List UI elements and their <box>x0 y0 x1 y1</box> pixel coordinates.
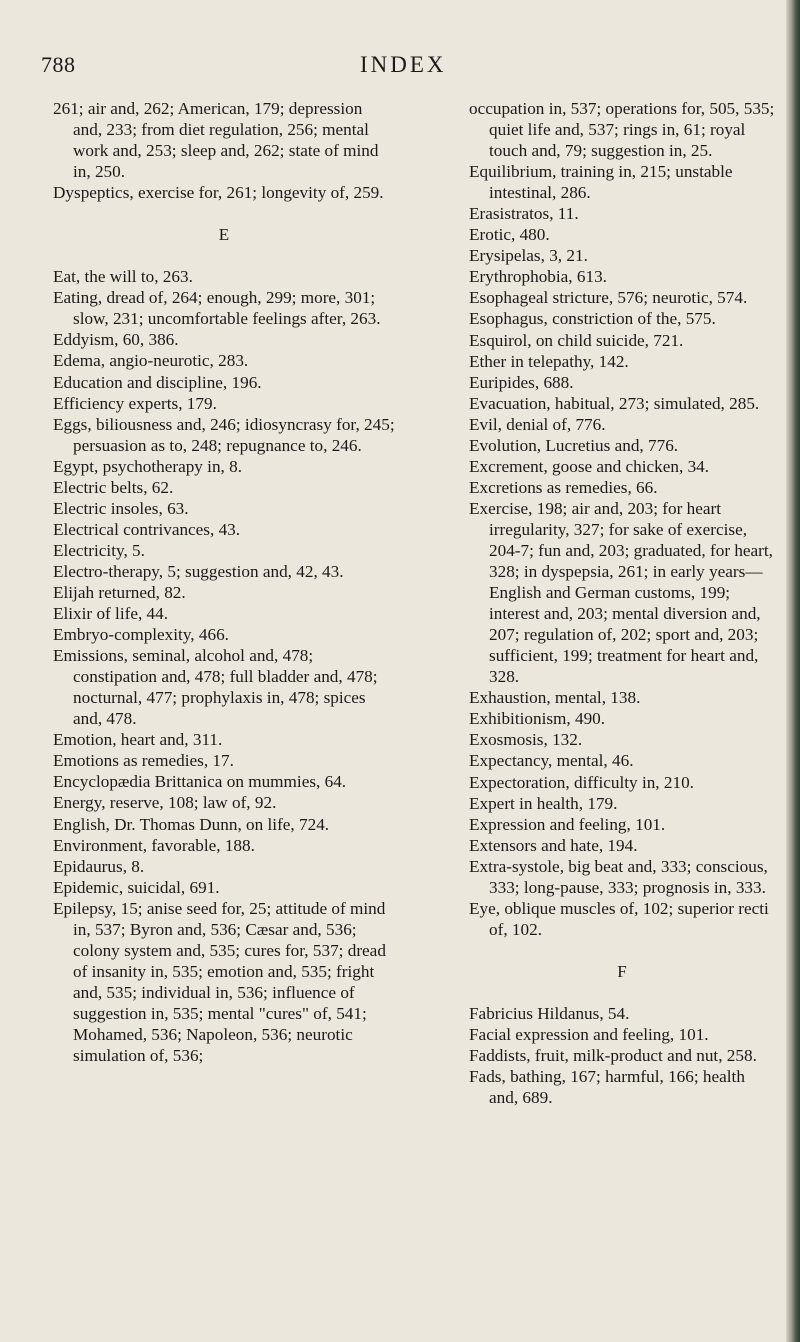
index-entry: Embryo-complexity, 466. <box>53 625 229 645</box>
running-title: INDEX <box>360 52 447 77</box>
index-entry: Esophagus, constriction of the, 575. <box>469 309 716 329</box>
index-entry: Eat, the will to, 263. <box>53 267 193 287</box>
index-entry: Exercise, 198; air and, 203; for heart irregularity, 327; for sake of exercise, 204-7; fun and, 203; graduated, for heart, 328; in dyspepsia, 261; in early years—English and German customs, 199; interest and, 203; mental diversion and, 207; regulation of, 202; sport and, 203; sufficient, 199; treatment for heart and, 328. <box>469 498 773 687</box>
index-column-right <box>469 98 775 1108</box>
index-entry: Eddyism, 60, 386. <box>53 330 179 350</box>
index-entry: Equilibrium, training in, 215; unstable intestinal, 286. <box>469 162 733 203</box>
index-entry: Egypt, psychotherapy in, 8. <box>53 456 243 476</box>
index-entry: Education and discipline, 196. <box>53 372 262 392</box>
index-entry: Esquirol, on child suicide, 721. <box>469 330 684 350</box>
index-entry: Extensors and hate, 194. <box>469 835 638 855</box>
index-entry: Exhibitionism, 490. <box>469 709 606 729</box>
index-entry: Fads, bathing, 167; harmful, 166; health and, 689. <box>469 1067 745 1108</box>
index-entry: Erotic, 480. <box>469 225 550 245</box>
page-header <box>0 52 786 92</box>
index-entry: Expert in health, 179. <box>469 793 618 813</box>
index-entry: Evil, denial of, 776. <box>469 414 606 434</box>
index-entry: Excretions as remedies, 66. <box>469 477 658 497</box>
index-entry: 261; air and, 262; American, 179; depression and, 233; from diet regulation, 256; mental work and, 253; sleep and, 262; state of mind in, 250. <box>53 99 379 182</box>
index-entry: Erythrophobia, 613. <box>469 267 607 287</box>
index-entry: Excrement, goose and chicken, 34. <box>469 456 710 476</box>
page-number: 788 <box>41 52 76 77</box>
index-entry: Faddists, fruit, milk-product and nut, 258. <box>469 1046 757 1066</box>
index-entry: Erysipelas, 3, 21. <box>469 246 588 266</box>
index-entry: Expression and feeling, 101. <box>469 814 666 834</box>
index-entry: Exosmosis, 132. <box>469 730 583 750</box>
index-entry: Electric belts, 62. <box>53 477 174 497</box>
index-entry: Facial expression and feeling, 101. <box>469 1024 709 1044</box>
index-entry: Expectoration, difficulty in, 210. <box>469 772 694 792</box>
entry-group-continued <box>53 98 395 203</box>
index-entry: Epidaurus, 8. <box>53 856 145 876</box>
index-entry: Epilepsy, 15; anise seed for, 25; attitude of mind in, 537; Byron and, 536; Cæsar and, 536; colony system and, 535; cures for, 537; dread of insanity in, 535; emotion and, 535; fright and, 535; individual in, 536; influence of suggestion in, 535; mental "cures" of, 541; Mohamed, 536; Napoleon, 536; neurotic simulation of, 536; <box>53 898 386 1066</box>
index-entry: Edema, angio-neurotic, 283. <box>53 351 249 371</box>
index-entry: Epidemic, suicidal, 691. <box>53 877 220 897</box>
index-entry: Eggs, biliousness and, 246; idiosyncrasy for, 245; persuasion as to, 248; repugnance to, 246. <box>53 414 395 455</box>
index-entry: Energy, reserve, 108; law of, 92. <box>53 793 277 813</box>
entry-group-e-continued <box>469 98 775 940</box>
index-entry: Eye, oblique muscles of, 102; superior recti of, 102. <box>469 898 769 939</box>
entry-group-f <box>469 1003 775 1108</box>
index-entry: Electrical contrivances, 43. <box>53 519 241 539</box>
index-entry: Elijah returned, 82. <box>53 582 186 602</box>
index-entry: Electric insoles, 63. <box>53 498 189 518</box>
page-edge <box>786 0 800 1342</box>
index-entry: Eating, dread of, 264; enough, 299; more, 301; slow, 231; uncomfortable feelings after, 263. <box>53 288 381 329</box>
index-entry: Emotion, heart and, 311. <box>53 730 223 750</box>
index-entry: Euripides, 688. <box>469 372 574 392</box>
index-entry: Environment, favorable, 188. <box>53 835 255 855</box>
index-entry: Emissions, seminal, alcohol and, 478; constipation and, 478; full bladder and, 478; nocturnal, 477; prophylaxis in, 478; spices and, 478. <box>53 646 378 729</box>
entry-group-e <box>53 266 395 1066</box>
index-entry: Elixir of life, 44. <box>53 604 169 624</box>
index-entry: Electricity, 5. <box>53 540 145 560</box>
index-entry: Encyclopædia Brittanica on mummies, 64. <box>53 772 347 792</box>
index-entry: Evolution, Lucretius and, 776. <box>469 435 679 455</box>
index-entry: occupation in, 537; operations for, 505, 535; quiet life and, 537; rings in, 61; royal touch and, 79; suggestion in, 25. <box>469 99 775 161</box>
index-entry: Esophageal stricture, 576; neurotic, 574. <box>469 288 748 308</box>
index-entry: Ether in telepathy, 142. <box>469 351 629 371</box>
section-letter-e: E <box>218 225 230 245</box>
index-entry: Emotions as remedies, 17. <box>53 751 234 771</box>
index-entry: Efficiency experts, 179. <box>53 393 217 413</box>
index-column-left <box>53 98 395 1066</box>
index-entry: English, Dr. Thomas Dunn, on life, 724. <box>53 814 330 834</box>
index-entry: Extra-systole, big beat and, 333; conscious, 333; long-pause, 333; prognosis in, 333. <box>469 856 768 897</box>
index-entry: Electro-therapy, 5; suggestion and, 42, 43. <box>53 561 344 581</box>
index-entry: Erasistratos, 11. <box>469 204 579 224</box>
index-entry: Fabricius Hildanus, 54. <box>469 1003 630 1023</box>
index-entry: Dyspeptics, exercise for, 261; longevity of, 259. <box>53 183 384 203</box>
index-entry: Exhaustion, mental, 138. <box>469 688 641 708</box>
section-letter-f: F <box>617 961 627 981</box>
index-entry: Evacuation, habitual, 273; simulated, 285. <box>469 393 760 413</box>
index-entry: Expectancy, mental, 46. <box>469 751 634 771</box>
